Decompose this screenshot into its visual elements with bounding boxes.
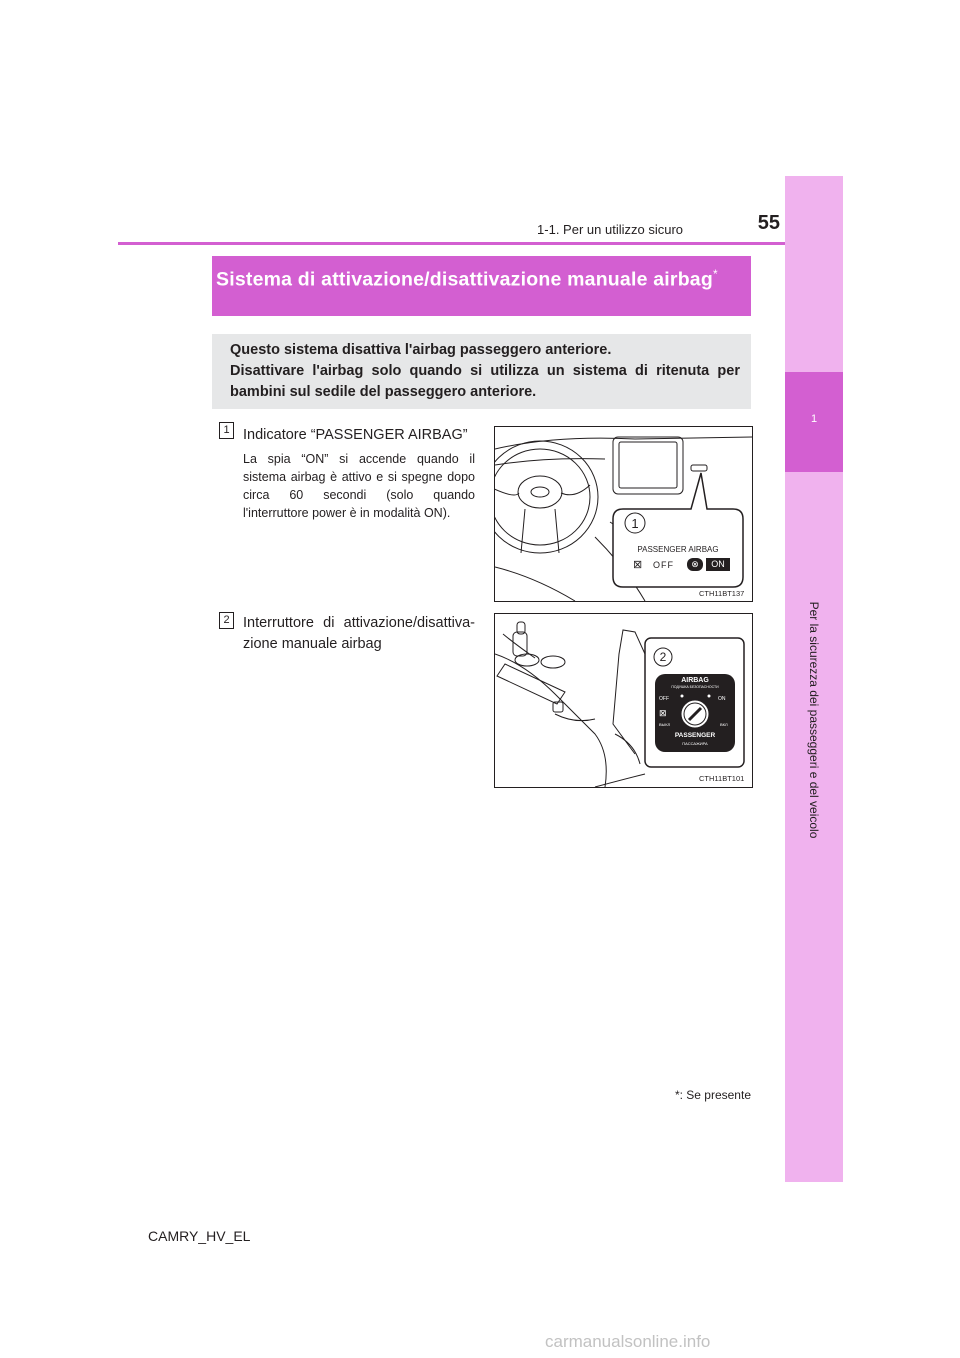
callout-number: 1 [631,516,639,531]
item-heading: Interruttore di attivazione/disattiva-zione manuale airbag [243,615,475,652]
footnote [600,1088,751,1102]
figure-code: CTH11BT137 [699,589,745,598]
switch-off-label-ru: ВЫКЛ [659,722,671,727]
dashboard-drawing [495,427,752,601]
summary-text [230,340,740,403]
footnote-asterisk: * [674,1088,680,1102]
document-code: CAMRY_HV_EL [148,1228,251,1244]
off-indicator-label: OFF [653,560,674,570]
console-drawing [495,614,752,787]
summary-line-3: bambini sul sedile del passeggero anteriore. [230,384,537,400]
page-title-text: Sistema di attivazione/disattivazione manuale airbag [216,268,713,291]
airbag-off-icon: ⊠ [659,708,667,718]
chapter-title: Per la sicurezza dei passeggeri e del veicolo [807,601,821,839]
passenger-airbag-label: PASSENGER AIRBAG [637,545,719,554]
airbag-off-icon: ⊠ [633,559,643,571]
dashboard-illustration [494,426,753,602]
switch-on-label-ru: ВКЛ [720,722,728,727]
callout-number: 2 [659,650,667,664]
switch-airbag-label: AIRBAG [681,677,709,684]
footnote-text: : Se presente [679,1088,751,1102]
switch-on-label: ON [718,696,726,702]
console-illustration [494,613,753,788]
summary-line-2: Disattivare l'airbag solo quando si utilizza un sistema di ritenuta per [230,363,740,379]
airbag-icon: ⊗ [687,558,703,571]
switch-passenger-label: PASSENGER [674,732,716,739]
watermark: carmanualsonline.info [545,1332,711,1351]
on-indicator-label: ON [706,558,730,571]
summary-line-1: Questo sistema disattiva l'airbag passeggero anteriore. [230,342,612,358]
item-heading: Indicatore “PASSENGER AIRBAG” [243,427,468,443]
header-rule [118,242,785,245]
figure-code: CTH11BT101 [699,774,745,783]
item-description: La spia “ON” si accende quando il sistema airbag è attivo e si spegne dopo circa 60 secondi (solo quando l'interruttore power è in modalità ON). [243,452,475,520]
chapter-number: 1 [810,413,818,425]
switch-passenger-label-ru: ПАССАЖИРА [682,741,708,746]
page-number: 55 [757,212,780,234]
item-number-badge: 1 [219,422,234,439]
item-number-badge: 2 [219,612,234,629]
title-asterisk: * [712,267,718,281]
switch-airbag-label-ru: ПОДУШКА БЕЗОПАСНОСТИ [671,685,719,689]
switch-off-label: OFF [659,696,669,702]
page-title [216,261,746,293]
section-reference: 1-1. Per un utilizzo sicuro [537,222,683,237]
